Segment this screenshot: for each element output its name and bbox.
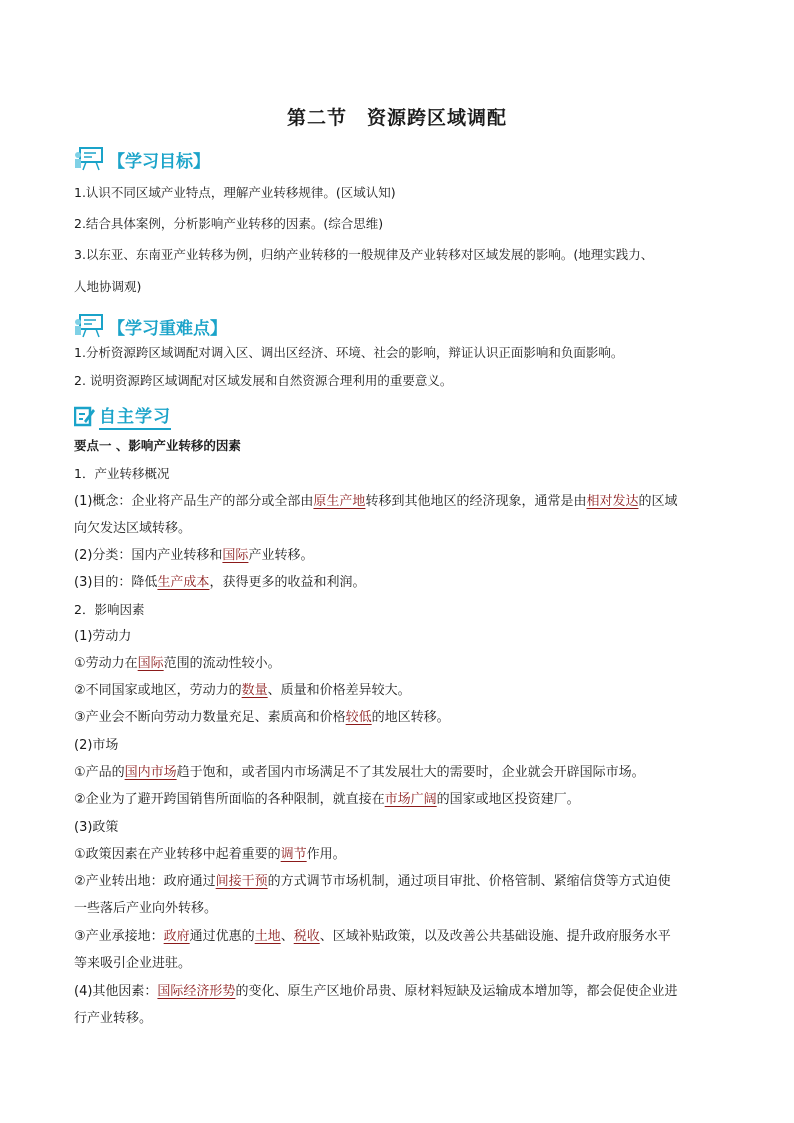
policy-line: ②产业转出地：政府通过间接干预的方式调节市场机制，通过项目审批、价格管制、紧缩信贷等方式迫使 (74, 874, 671, 889)
policy-line: ③产业承接地：政府通过优惠的土地、税收、区域补贴政策，以及改善公共基础设施、提升政府服务水平 (74, 929, 671, 944)
factor-heading: (3)政策 (74, 820, 119, 835)
keypoint-item: 1.分析资源跨区域调配对调入区、调出区经济、环境、社会的影响，辩证认识正面影响和负面影响。 (74, 345, 624, 360)
whiteboard-icon (74, 145, 106, 173)
objective-item: 2.结合具体案例，分析影响产业转移的因素。(综合思维) (74, 216, 384, 231)
highlight-term: 土地 (254, 929, 281, 944)
highlight-term: 原生产地 (313, 494, 366, 509)
policy-line: ①政策因素在产业转移中起着重要的调节作用。 (74, 847, 346, 862)
factor-heading: (2)市场 (74, 738, 119, 753)
concept-line: (1)概念：企业将产品生产的部分或全部由原生产地转移到其他地区的经济现象，通常是由相对发达的区域 (74, 494, 678, 509)
labor-line: ③产业会不断向劳动力数量充足、素质高和价格较低的地区转移。 (74, 710, 450, 725)
other-factor-line-cont: 行产业转移。 (74, 1011, 153, 1026)
objectives-heading: 【学习目标】 (108, 151, 210, 172)
subsection-heading: 1．产业转移概况 (74, 466, 170, 481)
highlight-term: 生产成本 (157, 575, 210, 590)
highlight-term: 国际 (222, 548, 249, 563)
highlight-term: 税收 (293, 929, 320, 944)
highlight-term: 国际 (137, 656, 164, 671)
objectives-header (74, 144, 210, 174)
purpose-line: (3)目的：降低生产成本，获得更多的收益和利润。 (74, 575, 366, 590)
highlight-term: 调节 (280, 847, 307, 862)
concept-line-cont: 向欠发达区域转移。 (74, 521, 192, 536)
policy-line-cont: 等来吸引企业进驻。 (74, 956, 192, 971)
classify-line: (2)分类：国内产业转移和国际产业转移。 (74, 548, 314, 563)
highlight-term: 国际经济形势 (157, 984, 236, 999)
highlight-term: 间接干预 (215, 874, 268, 889)
objective-item: 人地协调观) (74, 279, 142, 294)
other-factor-line: (4)其他因素：国际经济形势的变化、原生产区地价昂贵、原材料短缺及运输成本增加等，都会促使企业进 (74, 984, 678, 999)
self-study-heading: 自主学习 (99, 402, 171, 430)
keypoint-item: 2. 说明资源跨区域调配对区域发展和自然资源合理利用的重要意义。 (74, 373, 453, 388)
highlight-term: 政府 (163, 929, 190, 944)
objective-item: 3.以东亚、东南亚产业转移为例，归纳产业转移的一般规律及产业转移对区域发展的影响。(地理实践力、 (74, 247, 654, 262)
subsection-heading: 2．影响因素 (74, 602, 145, 617)
market-line: ②企业为了避开跨国销售所面临的各种限制，就直接在市场广阔的国家或地区投资建厂。 (74, 792, 580, 807)
highlight-term: 数量 (241, 683, 268, 698)
whiteboard-icon (74, 312, 106, 340)
highlight-term: 国内市场 (124, 765, 177, 780)
page-title: 第二节 资源跨区域调配 (286, 107, 507, 129)
highlight-term: 相对发达 (586, 494, 639, 509)
factor-heading: (1)劳动力 (74, 629, 132, 644)
pen-edit-icon (74, 405, 96, 427)
highlight-term: 市场广阔 (384, 792, 437, 807)
policy-line-cont: 一些落后产业向外转移。 (74, 901, 218, 916)
keypoints-header (74, 311, 227, 341)
market-line: ①产品的国内市场趋于饱和，或者国内市场满足不了其发展壮大的需要时，企业就会开辟国际市场。 (74, 765, 645, 780)
labor-line: ②不同国家或地区，劳动力的数量、质量和价格差异较大。 (74, 683, 411, 698)
point-heading: 要点一 、影响产业转移的因素 (74, 438, 241, 453)
labor-line: ①劳动力在国际范围的流动性较小。 (74, 656, 281, 671)
objective-item: 1.认识不同区域产业特点，理解产业转移规律。(区域认知) (74, 185, 396, 200)
highlight-term: 较低 (345, 710, 372, 725)
keypoints-heading: 【学习重难点】 (108, 318, 227, 339)
self-study-header (74, 402, 171, 430)
